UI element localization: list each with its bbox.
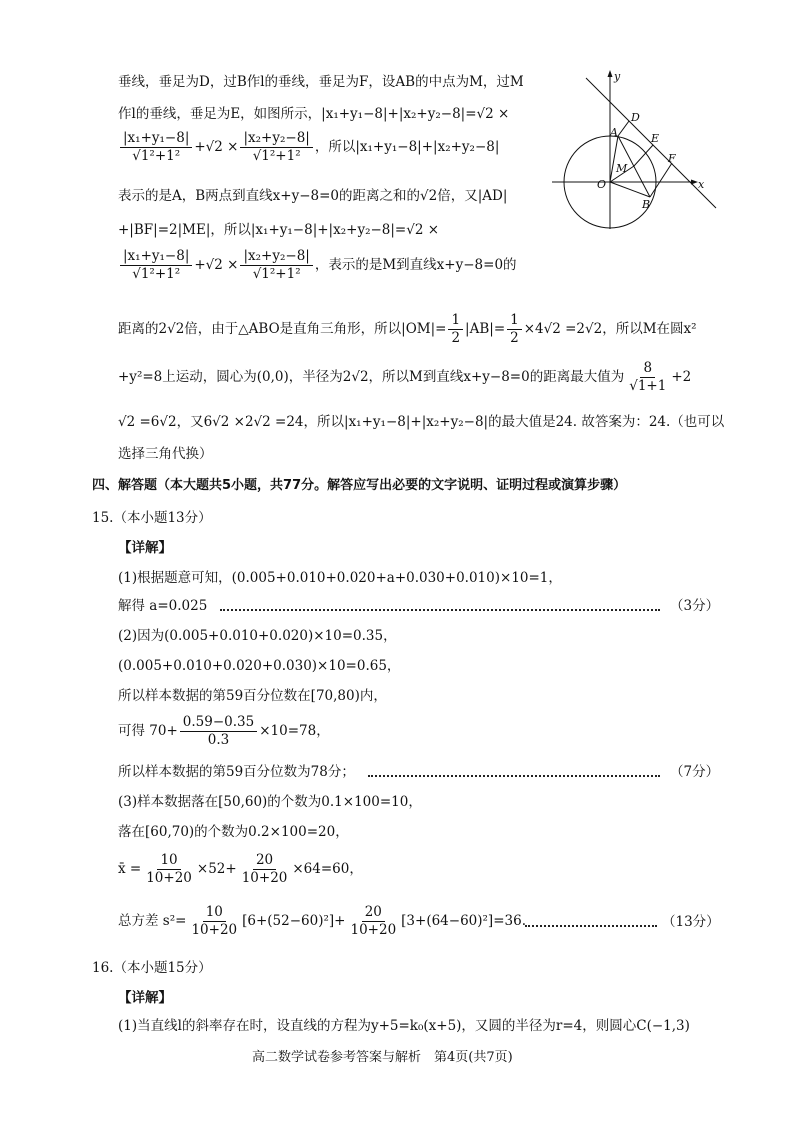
text-line: 垂线，垂足为D，过B作l的垂线，垂足为F，设AB的中点为M，过M: [118, 74, 524, 90]
dot-leader: [220, 607, 660, 611]
fraction: $\frac{1}{2}$: [448, 312, 463, 347]
text-line: (3)样本数据落在[50,60)的个数为0.1×100=10，: [118, 794, 422, 810]
segment-ob: [610, 182, 650, 197]
y-axis-arrow: [608, 70, 613, 77]
text-line: 表示的是A，B两点到直线x+y−8=0的距离之和的√2倍，又|AD|: [118, 188, 508, 204]
label-e: E: [651, 132, 660, 145]
fraction: $\frac{1}{2}$: [507, 312, 522, 347]
segment-ad: [618, 121, 629, 136]
text-line: 落在[60,70)的个数为0.2×100=20，: [118, 824, 349, 840]
page-footer: 高二数学试卷参考答案与解析 第4页(共7页): [252, 1050, 513, 1065]
segment-bf: [650, 163, 672, 197]
detail-tag: 【详解】: [118, 990, 172, 1006]
fraction: $\frac{\text{|x₁+y₁−8|}}{\text{√1²+1²}}$: [120, 248, 192, 283]
label-o: O: [597, 178, 607, 191]
fraction: $\frac{8}{√1+1}$: [629, 360, 667, 394]
label-m: M: [616, 162, 628, 175]
text-line: 所以样本数据的第59百分位数在[70,80)内，: [118, 688, 387, 704]
segment-me: [634, 145, 653, 166]
score-label: （7分）: [670, 764, 720, 780]
detail-tag: 【详解】: [118, 540, 172, 556]
label-f: F: [668, 152, 676, 165]
formula-line: 可得 70+ $\frac{0.59-0.35}{0.3}$ ×10=78，: [118, 714, 330, 748]
fraction: $\frac{0.59-0.35}{0.3}$: [180, 714, 257, 749]
text-line: √2 =6√2，又6√2 ×2√2 =24，所以|x₁+y₁−8|+|x₂+y₂−8|的最大值是24. 故答案为：24.（也可以: [118, 414, 725, 430]
formula-line: $\frac{\text{|x₁+y₁−8|}}{\text{√1²+1²}}$ +√2 × $\frac{\text{|x₂+y₂−8|}}{\text{√1²+1²}}$ ，表示的是M到直线x+y−8=0的: [118, 248, 517, 283]
fraction: $\frac{\text{|x₁+y₁−8|}}{\text{√1²+1²}}$: [120, 130, 192, 165]
text-line: 所以样本数据的第59百分位数为78分；: [118, 764, 355, 780]
fraction: $\frac{\text{|x₂+y₂−8|}}{\text{√1²+1²}}$: [240, 130, 312, 165]
fraction: $\frac{10}{10+20}$: [191, 904, 238, 938]
text-line: (2)因为(0.005+0.010+0.020)×10=0.35，: [118, 628, 397, 644]
question-header: 15.（本小题13分）: [92, 510, 212, 526]
text-line: 解得 a=0.025: [118, 598, 208, 614]
label-a: A: [610, 126, 618, 139]
formula-line: x̄ = $\frac{10}{10+20}$ ×52+ $\frac{20}{10+20}$ ×64=60，: [118, 852, 363, 886]
formula-line: 距离的2√2倍，由于△ABO是直角三角形，所以|OM|= $\frac{1}{2}$ |AB|= $\frac{1}{2}$ ×4√2 =2√2，所以M在圆x²: [118, 312, 697, 346]
text-line: (1)当直线l的斜率存在时，设直线的方程为y+5=k₀(x+5)，又圆的半径为r=4，则圆心C(−1,3): [118, 1018, 690, 1034]
fraction: $\frac{\text{|x₂+y₂−8|}}{\text{√1²+1²}}$: [240, 248, 312, 283]
segment-oa: [610, 136, 618, 182]
question-header: 16.（本小题15分）: [92, 960, 212, 976]
label-d: D: [631, 111, 640, 124]
formula-line: 总方差 s²= $\frac{10}{10+20}$ [6+(52−60)²]+ $\frac{20}{10+20}$ [3+(64−60)²]=36.: [118, 904, 526, 938]
text-line: 选择三角代换）: [118, 446, 213, 462]
fraction: $\frac{20}{10+20}$: [241, 852, 288, 886]
formula-line: $\frac{\text{|x₁+y₁−8|}}{\text{√1²+1²}}$ +√2 × $\frac{\text{|x₂+y₂−8|}}{\text{√1²+1²}}$ ，所以|x₁+y₁−8|+|x₂+y₂−8|: [118, 130, 499, 165]
text-line: (0.005+0.010+0.020+0.030)×10=0.65，: [118, 658, 401, 674]
y-label: y: [614, 70, 621, 83]
formula-line: +y²=8上运动，圆心为(0,0)，半径为2√2，所以M到直线x+y−8=0的距离最大值为 $\frac{8}{√1+1}$ +2: [118, 360, 692, 394]
text-line: 作l的垂线，垂足为E，如图所示，|x₁+y₁−8|+|x₂+y₂−8|=√2 ×: [118, 106, 510, 122]
geometry-figure: [548, 66, 720, 232]
fraction: $\frac{20}{10+20}$: [350, 904, 397, 938]
dot-leader: [525, 923, 657, 927]
fraction: $\frac{10}{10+20}$: [146, 852, 192, 886]
score-label: （13分）: [662, 914, 720, 930]
x-label: x: [698, 178, 705, 191]
score-label: （3分）: [670, 598, 720, 614]
label-b: B: [642, 198, 651, 211]
text-line: (1)根据题意可知，(0.005+0.010+0.020+a+0.030+0.010)×10=1，: [118, 570, 562, 586]
dot-leader: [368, 773, 660, 777]
text-line: +|BF|=2|ME|，所以|x₁+y₁−8|+|x₂+y₂−8|=√2 ×: [118, 222, 440, 238]
section-title: 四、解答题（本大题共5小题，共77分。解答应写出必要的文字说明、证明过程或演算步骤）: [92, 478, 627, 493]
